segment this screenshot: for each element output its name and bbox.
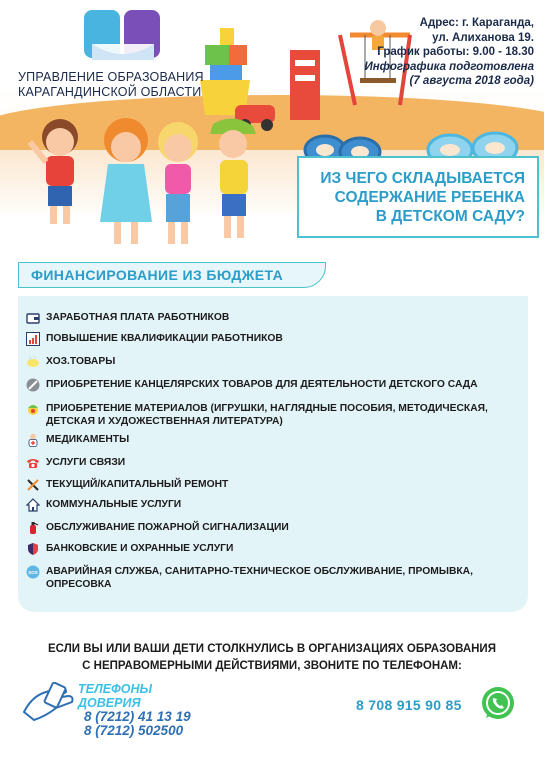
chart-icon [26,332,40,346]
list-item-label: КОММУНАЛЬНЫЕ УСЛУГИ [46,499,182,510]
list-item [26,333,516,346]
organization-name-line1: УПРАВЛЕНИЕ ОБРАЗОВАНИЯ [18,70,204,84]
pencil-icon [26,378,40,392]
medicine-icon [26,433,40,447]
list-item [26,356,516,369]
prepared-note-line2: (7 августа 2018 года) [409,75,534,87]
toy-icon [26,402,40,416]
tools-icon [26,478,40,492]
list-item-label: ТЕКУЩИЙ/КАПИТАЛЬНЫЙ РЕМОНТ [46,479,229,490]
prepared-note-line1: Инфографика подготовлена [364,60,534,73]
list-item-label: УСЛУГИ СВЯЗИ [46,457,126,468]
list-item [26,566,516,591]
contact-info [314,16,534,89]
phone-icon [26,456,40,470]
svg-text:SOS: SOS [28,570,38,575]
wallet-icon [26,311,40,325]
hotline-phone-2[interactable]: 8 (7212) 502500 [84,722,184,738]
list-item-label: МЕДИКАМЕНТЫ [46,434,130,445]
list-item-label: БАНКОВСКИЕ И ОХРАННЫЕ УСЛУГИ [46,543,234,554]
whatsapp-icon[interactable] [480,686,516,722]
list-item [26,457,516,470]
whatsapp-phone[interactable]: 8 708 915 90 85 [356,697,462,713]
list-item-label: ПРИОБРЕТЕНИЕ КАНЦЕЛЯРСКИХ ТОВАРОВ ДЛЯ ДЕЯТЕЛЬНОСТИ ДЕТСКОГО САДА [46,379,478,390]
hand-phone-icon [22,682,80,724]
soap-icon [26,355,40,369]
list-item-label: ПРИОБРЕТЕНИЕ МАТЕРИАЛОВ (ИГРУШКИ, НАГЛЯДНЫЕ ПОСОБИЯ, МЕТОДИЧЕСКАЯ, ДЕТСКАЯ И ХУДОЖЕСТВЕННАЯ ЛИТЕРАТУРА) [46,403,488,427]
hotline-phone-1[interactable]: 8 (7212) 41 13 19 [84,709,191,724]
footer-line1: ЕСЛИ ВЫ ИЛИ ВАШИ ДЕТИ СТОЛКНУЛИСЬ В ОРГАНИЗАЦИЯХ ОБРАЗОВАНИЯ [48,643,496,655]
question-heading [299,169,537,226]
question-line1: ИЗ ЧЕГО СКЛАДЫВАЕТСЯ [320,169,525,187]
funding-heading-box [18,262,326,288]
list-item [26,379,516,392]
question-line2: СОДЕРЖАНИЕ РЕБЕНКА [334,188,525,206]
question-line3: В ДЕТСКОМ САДУ? [375,207,525,225]
sos-icon [26,565,40,579]
list-item-label: АВАРИЙНАЯ СЛУЖБА, САНИТАРНО-ТЕХНИЧЕСКОЕ ОБСЛУЖИВАНИЕ, ПРОМЫВКА, ОПРЕСОВКА [46,566,473,590]
footer-line2: С НЕПРАВОМЕРНЫМИ ДЕЙСТВИЯМИ, ЗВОНИТЕ ПО ТЕЛЕФОНАМ: [82,660,462,672]
question-box [297,156,539,238]
list-item-label: ОБСЛУЖИВАНИЕ ПОЖАРНОЙ СИГНАЛИЗАЦИИ [46,522,289,533]
organization-logo [84,8,162,64]
hotline-title: ТЕЛЕФОНЫ ДОВЕРИЯ [78,682,153,710]
shield-icon [26,542,40,556]
list-item [26,499,516,512]
list-item-label: ЗАРАБОТНАЯ ПЛАТА РАБОТНИКОВ [46,312,230,323]
children-illustration [28,112,318,262]
list-item [26,403,516,428]
organization-name [18,70,248,100]
list-item [26,543,516,556]
work-schedule: График работы: 9.00 - 18.30 [377,46,534,58]
funding-heading: ФИНАНСИРОВАНИЕ ИЗ БЮДЖЕТА [31,267,284,283]
footer-appeal [0,641,544,675]
address-line1: Адрес: г. Караганда, [419,17,534,29]
list-item [26,434,516,447]
list-item-label: ХОЗ.ТОВАРЫ [46,356,116,367]
list-item [26,522,516,535]
funding-list [18,296,528,612]
house-icon [26,498,40,512]
address-line2: ул. Алиханова 19. [432,31,534,44]
list-item [26,312,516,325]
list-item-label: ПОВЫШЕНИЕ КВАЛИФИКАЦИИ РАБОТНИКОВ [46,333,283,344]
list-item [26,479,516,492]
fire-extinguisher-icon [26,521,40,535]
organization-name-line2: КАРАГАНДИНСКОЙ ОБЛАСТИ [18,85,202,99]
hotline-block [78,683,218,737]
